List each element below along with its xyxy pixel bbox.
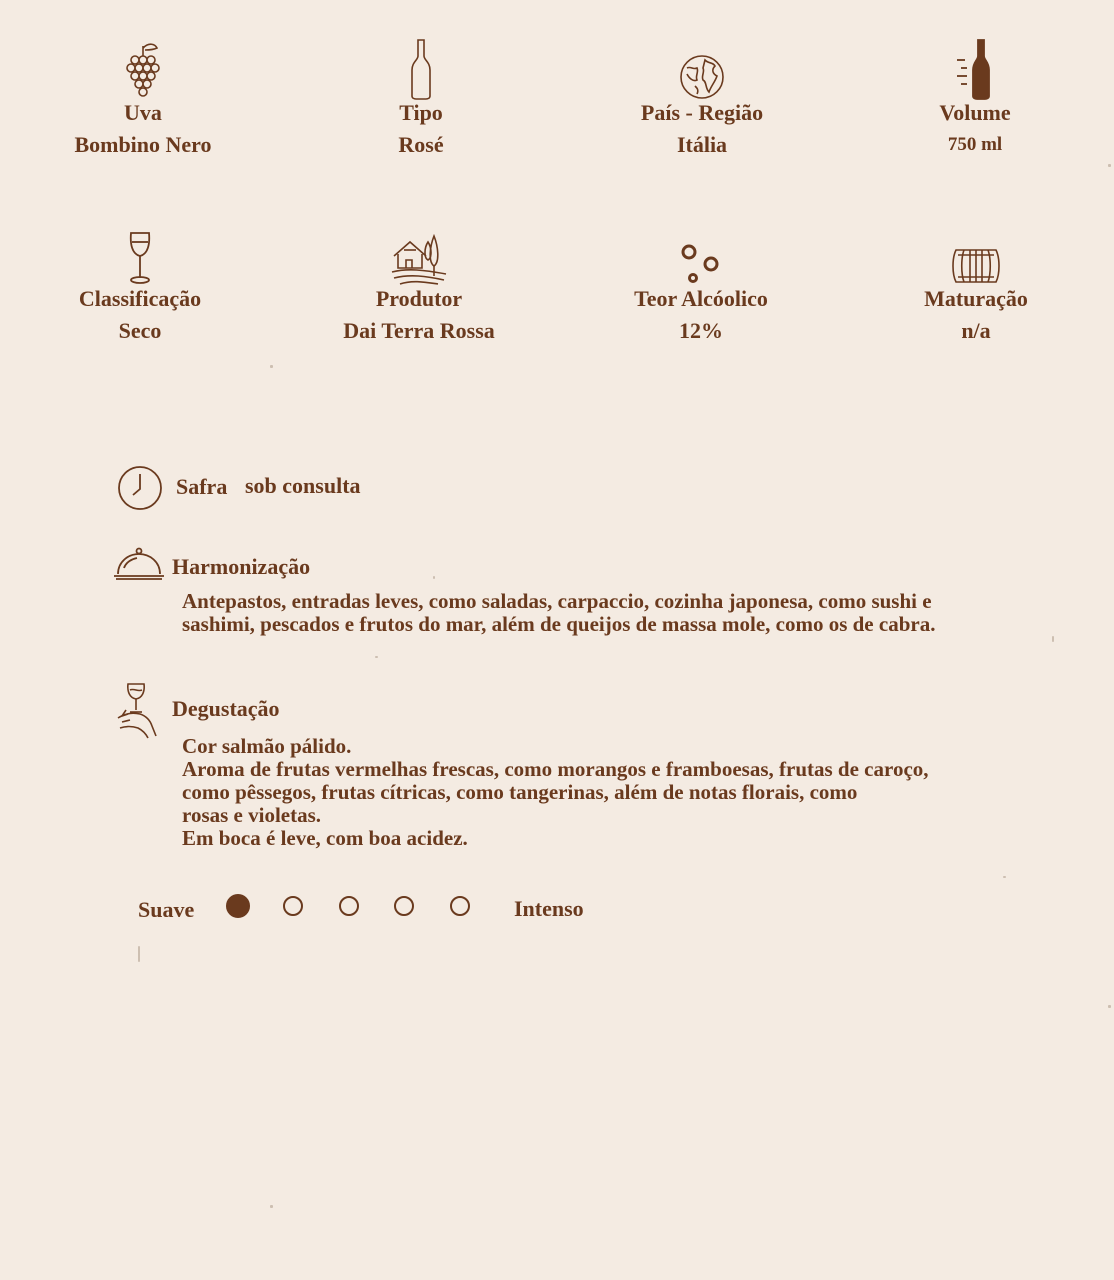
safra-value: sob consulta — [245, 473, 361, 498]
degustacao-line: Aroma de frutas vermelhas frescas, como morangos e framboesas, frutas de caroço, — [182, 757, 929, 781]
globe-icon — [592, 36, 812, 100]
spec-value: Dai Terra Rossa — [343, 318, 495, 343]
winery-icon — [309, 222, 529, 286]
spec-grape — [33, 36, 253, 158]
tasting-hand-icon — [116, 680, 162, 745]
spec-value: Itália — [676, 132, 728, 157]
spec-value: n/a — [961, 318, 991, 343]
spec-volume — [865, 36, 1085, 158]
spec-label: Uva — [124, 100, 162, 125]
spec-value: Rosé — [398, 132, 444, 157]
intensity-min-label: Suave — [138, 897, 195, 922]
spec-value: 750 ml — [947, 134, 1003, 155]
spec-value: Bombino Nero — [74, 132, 212, 157]
intensity-dot — [283, 896, 303, 916]
spec-country — [592, 36, 812, 158]
degustacao-line: Cor salmão pálido. — [182, 734, 352, 758]
harmonizacao-line: Antepastos, entradas leves, como saladas, carpaccio, cozinha japonesa, como sushi e — [182, 589, 932, 613]
degustacao-line: rosas e violetas. — [182, 803, 322, 827]
spec-type — [311, 36, 531, 158]
spec-producer — [309, 222, 529, 344]
grape-icon — [33, 36, 253, 100]
safra-label: Safra — [176, 474, 228, 499]
spec-maturation — [866, 222, 1086, 344]
intensity-dot — [226, 894, 250, 918]
clock-icon — [117, 465, 163, 516]
harmonizacao-line: sashimi, pescados e frutos do mar, além de queijos de massa mole, como os de cabra. — [182, 612, 936, 636]
harmonizacao-text — [182, 590, 1022, 636]
degustacao-label: Degustação — [172, 696, 280, 721]
spec-label: Teor Alcóolico — [634, 286, 768, 311]
intensity-max-label: Intenso — [514, 896, 584, 921]
spec-label: País - Região — [640, 100, 764, 125]
degustacao-line: Em boca é leve, com boa acidez. — [182, 826, 468, 850]
spec-label: Maturação — [924, 286, 1028, 311]
spec-label: Volume — [939, 100, 1011, 125]
degustacao-line: como pêssegos, frutas cítricas, como tangerinas, além de notas florais, como — [182, 780, 858, 804]
spec-value: 12% — [679, 318, 723, 343]
spec-label: Tipo — [399, 100, 443, 125]
bottle-volume-icon — [865, 36, 1085, 100]
bubbles-icon — [591, 222, 811, 286]
wine-glass-icon — [30, 222, 250, 286]
spec-classification — [30, 222, 250, 344]
intensity-dot — [394, 896, 414, 916]
intensity-dot — [450, 896, 470, 916]
degustacao-text — [182, 735, 1022, 850]
spec-label: Classificação — [78, 286, 202, 311]
harmonizacao-label: Harmonização — [172, 554, 311, 579]
bottle-outline-icon — [311, 36, 531, 100]
cloche-icon — [112, 546, 166, 587]
spec-label: Produtor — [375, 286, 463, 311]
barrel-icon — [866, 222, 1086, 286]
spec-alcohol — [591, 222, 811, 344]
intensity-dot — [339, 896, 359, 916]
spec-value: Seco — [118, 318, 162, 343]
